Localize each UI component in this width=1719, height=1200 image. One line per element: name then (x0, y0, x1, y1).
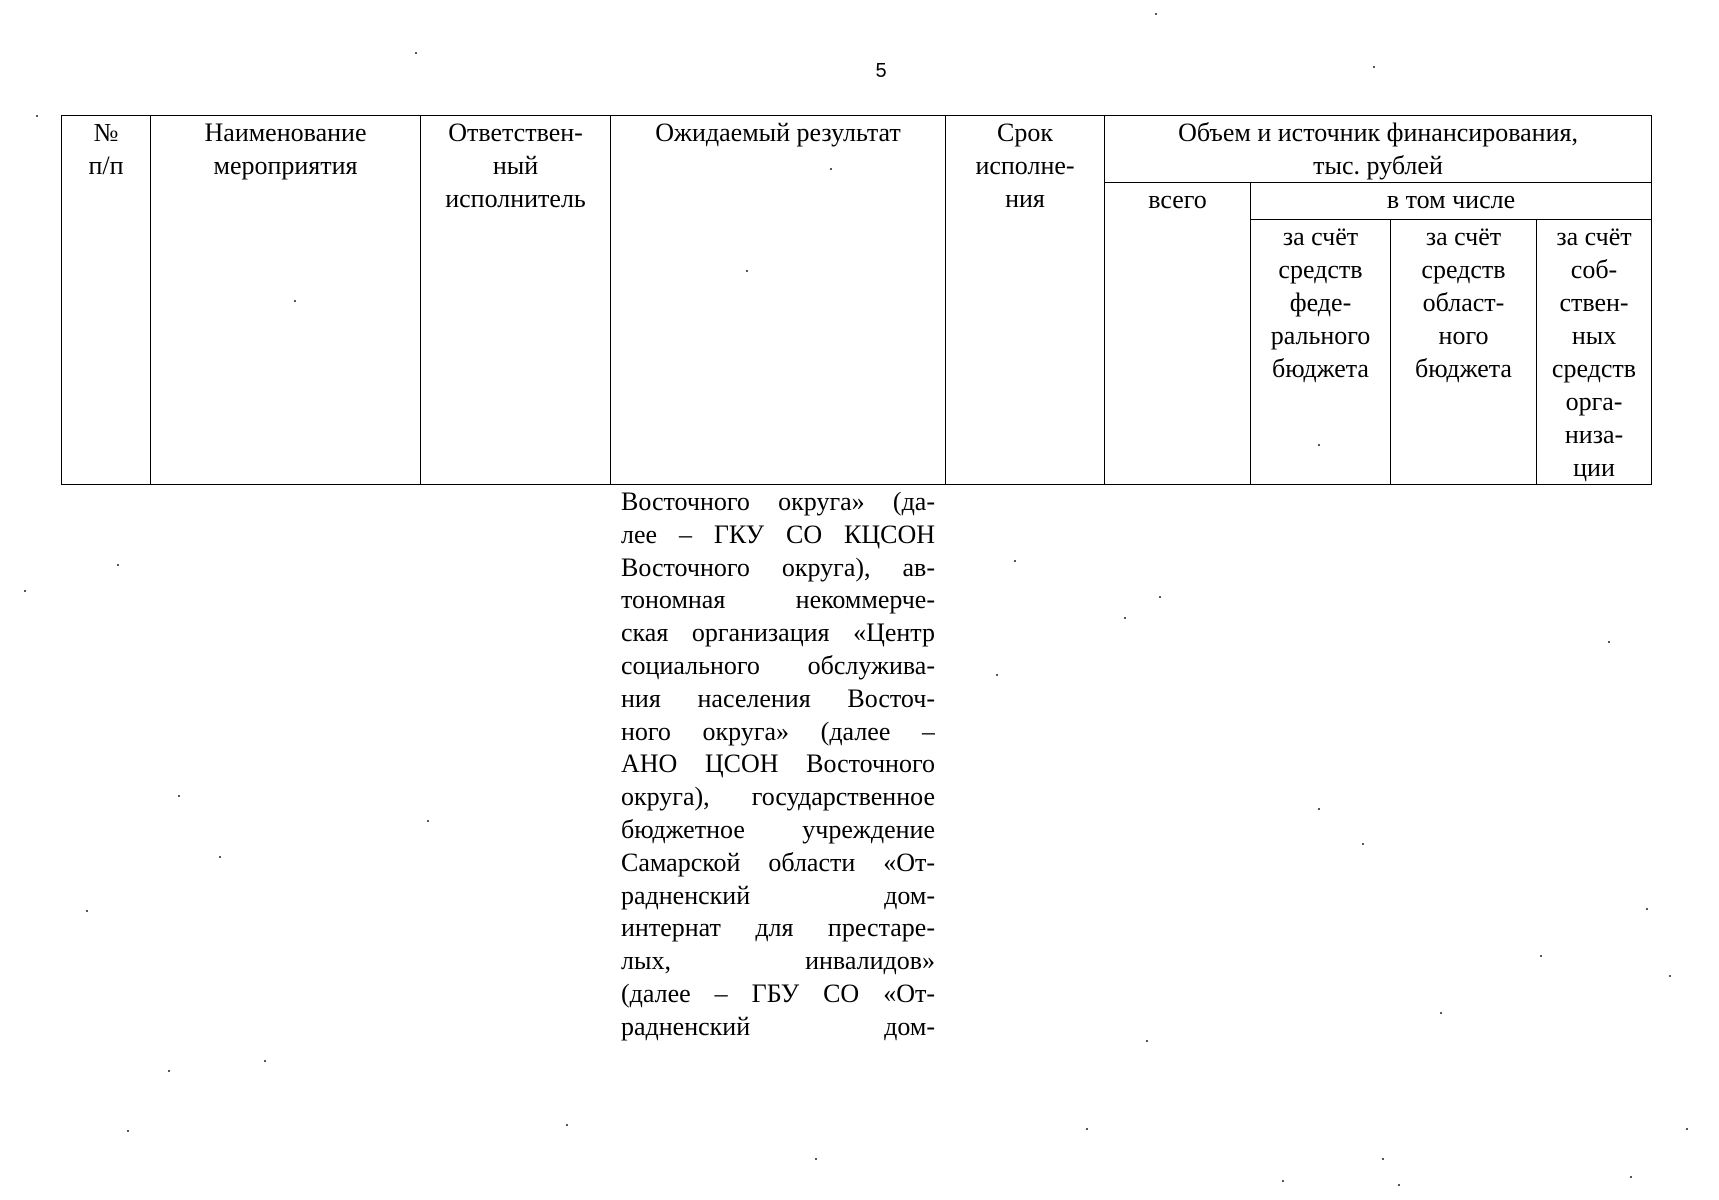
scan-speck (1540, 955, 1542, 957)
scan-speck (168, 1070, 170, 1072)
text-line: радненский дом- (621, 880, 935, 910)
text-line: (далее – ГБУ СО «От- (621, 978, 935, 1008)
text-line: Восточного округа), ав- (621, 552, 935, 582)
scan-speck (1440, 1012, 1442, 1014)
scan-speck (1669, 975, 1671, 977)
scan-speck (1155, 13, 1157, 15)
header-total: всего (1105, 183, 1251, 485)
scan-speck (415, 52, 417, 54)
text-line: Восточного округа» (да- (621, 487, 935, 516)
text-line: тономная некоммерче- (621, 585, 935, 615)
scan-speck (1014, 560, 1016, 562)
text-line: ного округа» (далее – (621, 716, 935, 746)
header-regional-budget: за счёт средств област- ного бюджета (1391, 220, 1537, 485)
text-line: Самарской области «От- (621, 847, 935, 877)
scan-speck (36, 115, 38, 117)
scan-speck (1318, 444, 1320, 446)
header-financing: Объем и источник финансирования, тыс. рублей (1105, 116, 1652, 183)
scan-speck (830, 168, 832, 170)
scan-speck (1373, 66, 1375, 68)
scan-speck (1318, 808, 1320, 810)
header-responsible: Ответствен- ный исполнитель (421, 116, 611, 485)
expected-result-continuation (621, 486, 935, 1044)
text-line: радненский дом- (621, 1011, 935, 1041)
scan-speck (815, 1158, 817, 1160)
text-line: лых, инвалидов» (621, 946, 935, 976)
scan-speck (1646, 908, 1648, 910)
text-line: ская организация «Центр (621, 618, 935, 648)
scan-speck (1124, 617, 1126, 619)
scan-speck (566, 1124, 568, 1126)
header-own-funds: за счёт соб- ствен- ных средств орга- низа- ции (1537, 220, 1652, 485)
scan-speck (996, 674, 998, 676)
header-event-name: Наименование мероприятия (151, 116, 421, 485)
scan-speck (1686, 1128, 1688, 1130)
text-line: АНО ЦСОН Восточного (621, 749, 935, 779)
text-line: интернат для престаре- (621, 913, 935, 943)
scan-speck (1159, 596, 1161, 598)
scan-speck (24, 590, 26, 592)
text-line: ния населения Восточ- (621, 683, 935, 713)
scan-speck (264, 1060, 266, 1062)
header-num: № п/п (62, 116, 151, 485)
page-number: 5 (875, 60, 887, 82)
scan-speck (427, 820, 429, 822)
text-line: округа), государственное (621, 782, 935, 812)
scan-speck (1146, 1040, 1148, 1042)
scan-speck (117, 564, 119, 566)
scan-speck (1630, 1176, 1632, 1178)
financing-plan-table-header (61, 115, 1652, 485)
header-federal-budget: за счёт средств феде- рального бюджета (1251, 220, 1391, 485)
text-line: социального обслужива- (621, 650, 935, 680)
scan-speck (1398, 1184, 1400, 1186)
header-including: в том числе (1251, 183, 1652, 220)
scan-speck (178, 795, 180, 797)
text-line: лее – ГКУ СО КЦСОН (621, 519, 935, 549)
scan-speck (127, 1130, 129, 1132)
header-deadline: Срок исполне- ния (946, 116, 1105, 485)
scan-speck (1382, 1158, 1384, 1160)
scan-speck (294, 300, 296, 302)
scan-speck (1362, 843, 1364, 845)
scan-speck (1282, 1180, 1284, 1182)
scan-speck (219, 856, 221, 858)
scan-speck (86, 910, 88, 912)
scan-speck (1608, 641, 1610, 643)
text-line: бюджетное учреждение (621, 814, 935, 844)
header-expected-result: Ожидаемый результат (611, 116, 946, 485)
scan-speck (1086, 1128, 1088, 1130)
scan-speck (746, 270, 748, 272)
